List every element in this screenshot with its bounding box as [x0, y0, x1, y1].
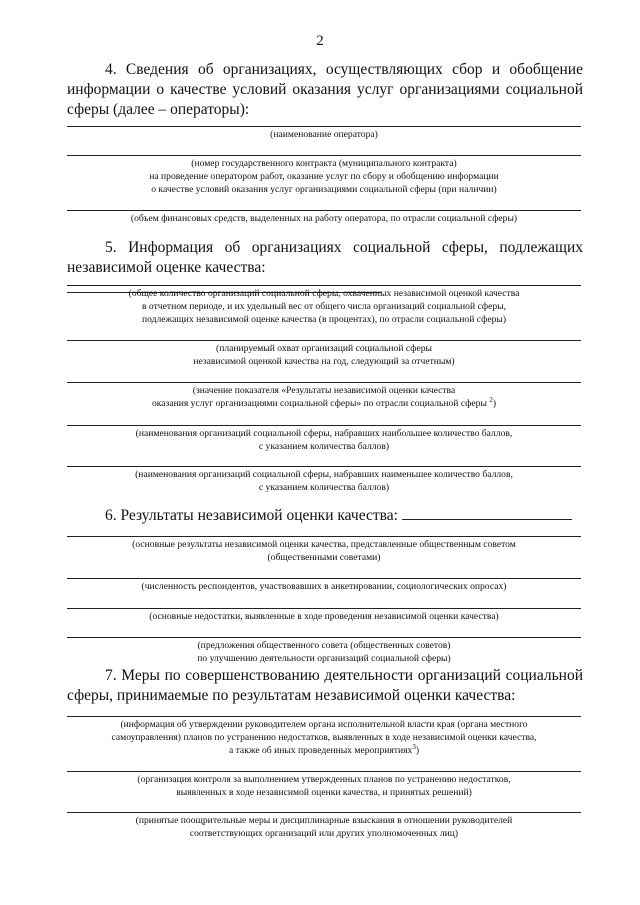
caption-control-organization: (организация контроля за выполнением утвержденных планов по устранению недостатков, выявленных в ходе независимой оценки качества, и принятых решений) [137, 774, 511, 798]
caption-incentives-penalties: (принятые поощрительные меры и дисциплинарные взыскания в отношении руководителей соответствующих организаций или других уполномоченных лиц) [135, 815, 513, 839]
page-number: 2 [316, 33, 324, 49]
field-line-respondents[interactable] [67, 578, 581, 579]
field-line-council-proposals[interactable] [67, 637, 581, 638]
caption-main-shortcomings: (основные недостатки, выявленные в ходе проведения независимой оценки качества) [149, 611, 499, 622]
section-6-heading-text: 6. Результаты независимой оценки качества: [105, 507, 398, 524]
footnote-3-mark: 3 [412, 742, 416, 751]
section-7-heading [67, 666, 583, 706]
caption-contract-number: (номер государственного контракта (муниципального контракта) на проведение оператором работ, оказание услуг по сбору и обобщению информации о качестве условий оказания услуг организациями социальной сферы (при наличии) [149, 158, 499, 195]
footnote-2-mark: 2 [489, 395, 493, 404]
section-4-heading-line-1: 4. Сведения об организациях, осуществляющих сбор и обобщение [105, 61, 583, 78]
field-line-financing[interactable] [67, 210, 581, 211]
section-4-heading [67, 60, 583, 120]
caption-lowest-score-orgs: (наименования организаций социальной сферы, набравших наименьшее количество баллов, с указанием количества баллов) [135, 469, 513, 493]
field-line-inline-section-6[interactable] [402, 505, 572, 520]
field-line-organizations-count[interactable] [67, 285, 581, 286]
field-line-control-organization[interactable] [67, 771, 581, 772]
field-line-indicator-value[interactable] [67, 382, 581, 383]
caption-main-results: (основные результаты независимой оценки качества, представленные общественным советом (общественными советами) [132, 539, 516, 563]
section-5-heading-line-2: независимой оценке качества: [67, 259, 266, 276]
caption-operator-name: (наименование оператора) [270, 129, 378, 140]
field-line-incentives-penalties[interactable] [67, 812, 581, 813]
caption-planned-coverage: (планируемый охват организаций социальной сферы независимой оценкой качества на год, следующий за отчетным) [193, 343, 455, 367]
field-line-lowest-score-orgs[interactable] [67, 466, 581, 467]
caption-plans-approval: (информация об утверждении руководителем органа исполнительной власти края (органа местного самоуправления) планов по устранению недостатков, выявленных в ходе независимой оценки качества, а также об иных проведенных мероприятиях$^3$) [111, 719, 537, 756]
section-5-heading-line-1: 5. Информация об организациях социальной сферы, подлежащих [105, 239, 583, 256]
field-line-operator-name[interactable] [67, 126, 581, 127]
caption-organizations-count: (общее количество организаций социальной сферы, охваченных независимой оценкой качества в отчетном периоде, и их удельный вес от общего числа организаций социальной сферы, подлежащих независимой оценке качества (в процентах), по отрасли социальной сферы) [128, 288, 520, 325]
caption-financing: (объем финансовых средств, выделенных на работу оператора, по отрасли социальной сферы) [130, 213, 518, 224]
section-7-heading-line-2: сферы, принимаемые по результатам независимой оценки качества: [67, 687, 516, 704]
field-line-main-results[interactable] [67, 536, 581, 537]
field-line-plans-approval[interactable] [67, 716, 581, 717]
field-line-contract-number[interactable] [67, 155, 581, 156]
section-4-heading-line-3: сферы (далее – операторы): [67, 101, 250, 118]
field-line-highest-score-orgs[interactable] [67, 425, 581, 426]
section-7-heading-line-1: 7. Меры по совершенствованию деятельности организаций социальной [105, 667, 583, 684]
field-line-main-shortcomings[interactable] [67, 608, 581, 609]
caption-indicator-value: (значение показателя «Результаты независимой оценки качества оказания услуг организациями социальной сферы» по отрасли социальной сферы $^2$) [151, 385, 497, 409]
section-4-heading-line-2: информации о качестве условий оказания услуг организациями социальной [67, 81, 583, 98]
caption-council-proposals: (предложения общественного совета (общественных советов) по улучшению деятельности организаций социальной сферы) [197, 640, 451, 664]
caption-highest-score-orgs: (наименования организаций социальной сферы, набравших наибольшее количество баллов, с указанием количества баллов) [135, 428, 513, 452]
field-line-planned-coverage[interactable] [67, 340, 581, 341]
section-6-heading [67, 505, 583, 526]
caption-respondents: (численность респондентов, участвовавших в анкетировании, социологических опросах) [141, 581, 507, 592]
